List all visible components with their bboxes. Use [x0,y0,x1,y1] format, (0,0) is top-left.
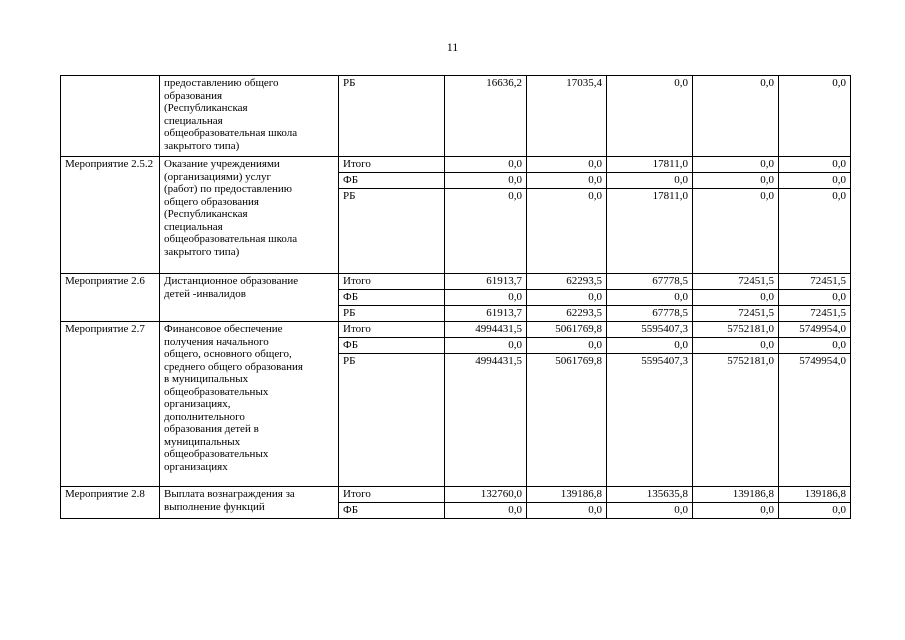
amount-cell: 0,0 [779,290,851,306]
description-line: образования [164,89,223,102]
description-line: Финансовое обеспечение [164,323,283,335]
description-line: среднего общего образования [164,360,303,373]
description-line: выполнение функций [164,500,265,513]
funding-source-cell: ФБ [339,290,445,306]
amount-cell: 0,0 [607,173,693,189]
amount-cell: 5752181,0 [693,354,779,487]
table-row [61,487,851,503]
amount-cell: 0,0 [527,338,607,354]
description-line: Оказание учреждениями [164,158,280,170]
amount-cell: 5749954,0 [779,322,851,338]
amount-cell: 0,0 [607,503,693,519]
amount-cell: 0,0 [445,338,527,354]
funding-source-cell: РБ [339,76,445,157]
amount-cell: 0,0 [779,76,851,157]
measure-code-cell: Мероприятие 2.6 [61,274,160,322]
description-line: общеобразовательных [164,385,269,398]
measure-code-cell: Мероприятие 2.8 [61,487,160,519]
amount-cell: 17035,4 [527,76,607,157]
description-line: общеобразовательная школа [164,127,298,139]
amount-cell: 0,0 [527,173,607,189]
description-line: (работ) по предоставлению [164,183,292,195]
description-line: общеобразовательных [164,448,269,460]
budget-table [60,75,851,519]
funding-source-cell: ФБ [339,503,445,519]
description-line: закрытого типа) [164,245,240,258]
amount-cell: 0,0 [607,290,693,306]
amount-cell: 16636,2 [445,76,527,157]
description-line: (организациями) услуг [164,170,272,183]
amount-cell: 139186,8 [527,487,607,503]
description-line: общего, основного общего, [164,348,292,360]
description-line: предоставлению общего [164,77,279,89]
measure-description-cell [160,157,339,274]
amount-cell: 4994431,5 [445,354,527,487]
amount-cell: 72451,5 [693,306,779,322]
amount-cell: 61913,7 [445,306,527,322]
budget-table-body [61,76,851,519]
description-line: Выплата вознаграждения за [164,488,295,500]
page-number: 11 [446,40,459,54]
amount-cell: 67778,5 [607,306,693,322]
funding-source-cell: Итого [339,157,445,173]
amount-cell: 17811,0 [607,189,693,274]
description-line: организациях, [164,398,231,410]
amount-cell: 61913,7 [445,274,527,290]
description-line: специальная [164,114,223,127]
amount-cell: 62293,5 [527,274,607,290]
measure-description-cell [160,322,339,487]
table-row [61,157,851,173]
measure-code-cell: Мероприятие 2.5.2 [61,157,160,274]
amount-cell: 72451,5 [693,274,779,290]
description-line: Дистанционное образование [164,275,299,287]
description-line: (Республиканская [164,102,248,114]
funding-source-cell: ФБ [339,173,445,189]
amount-cell: 0,0 [693,189,779,274]
description-line: получения начального [164,335,269,348]
description-line: закрытого типа) [164,139,240,152]
description-line: специальная [164,220,223,233]
amount-cell: 5752181,0 [693,322,779,338]
amount-cell: 0,0 [527,157,607,173]
amount-cell: 0,0 [445,189,527,274]
table-row [61,322,851,338]
funding-source-cell: ФБ [339,338,445,354]
amount-cell: 0,0 [445,290,527,306]
table-row [61,274,851,290]
amount-cell: 132760,0 [445,487,527,503]
amount-cell: 0,0 [779,338,851,354]
funding-source-cell: Итого [339,487,445,503]
amount-cell: 0,0 [779,503,851,519]
measure-description-cell [160,76,339,157]
description-line: муниципальных [164,435,241,448]
amount-cell: 0,0 [779,157,851,173]
amount-cell: 72451,5 [779,274,851,290]
description-line: (Республиканская [164,208,248,220]
amount-cell: 4994431,5 [445,322,527,338]
amount-cell: 5061769,8 [527,354,607,487]
description-line: общеобразовательная школа [164,233,298,245]
amount-cell: 5595407,3 [607,354,693,487]
amount-cell: 0,0 [607,338,693,354]
amount-cell: 0,0 [527,503,607,519]
amount-cell: 5749954,0 [779,354,851,487]
amount-cell: 5061769,8 [527,322,607,338]
amount-cell: 0,0 [445,157,527,173]
description-line: дополнительного [164,410,245,423]
measure-code-cell [61,76,160,157]
funding-source-cell: Итого [339,322,445,338]
description-line: организациях [164,460,228,473]
funding-source-cell: РБ [339,306,445,322]
amount-cell: 0,0 [445,503,527,519]
amount-cell: 5595407,3 [607,322,693,338]
measure-code-cell: Мероприятие 2.7 [61,322,160,487]
funding-source-cell: Итого [339,274,445,290]
amount-cell: 0,0 [779,173,851,189]
funding-source-cell: РБ [339,354,445,487]
description-line: в муниципальных [164,373,249,385]
amount-cell: 139186,8 [693,487,779,503]
funding-source-cell: РБ [339,189,445,274]
amount-cell: 72451,5 [779,306,851,322]
table-row [61,76,851,157]
measure-description-cell [160,487,339,519]
amount-cell: 0,0 [607,76,693,157]
amount-cell: 0,0 [693,157,779,173]
amount-cell: 17811,0 [607,157,693,173]
amount-cell: 0,0 [527,189,607,274]
amount-cell: 0,0 [693,173,779,189]
amount-cell: 62293,5 [527,306,607,322]
description-line: общего образования [164,195,259,208]
amount-cell: 0,0 [693,76,779,157]
amount-cell: 135635,8 [607,487,693,503]
amount-cell: 0,0 [693,503,779,519]
amount-cell: 139186,8 [779,487,851,503]
amount-cell: 0,0 [445,173,527,189]
amount-cell: 0,0 [779,189,851,274]
amount-cell: 0,0 [527,290,607,306]
amount-cell: 67778,5 [607,274,693,290]
description-line: образования детей в [164,423,259,435]
amount-cell: 0,0 [693,290,779,306]
amount-cell: 0,0 [693,338,779,354]
measure-description-cell [160,274,339,322]
description-line: детей -инвалидов [164,287,246,300]
